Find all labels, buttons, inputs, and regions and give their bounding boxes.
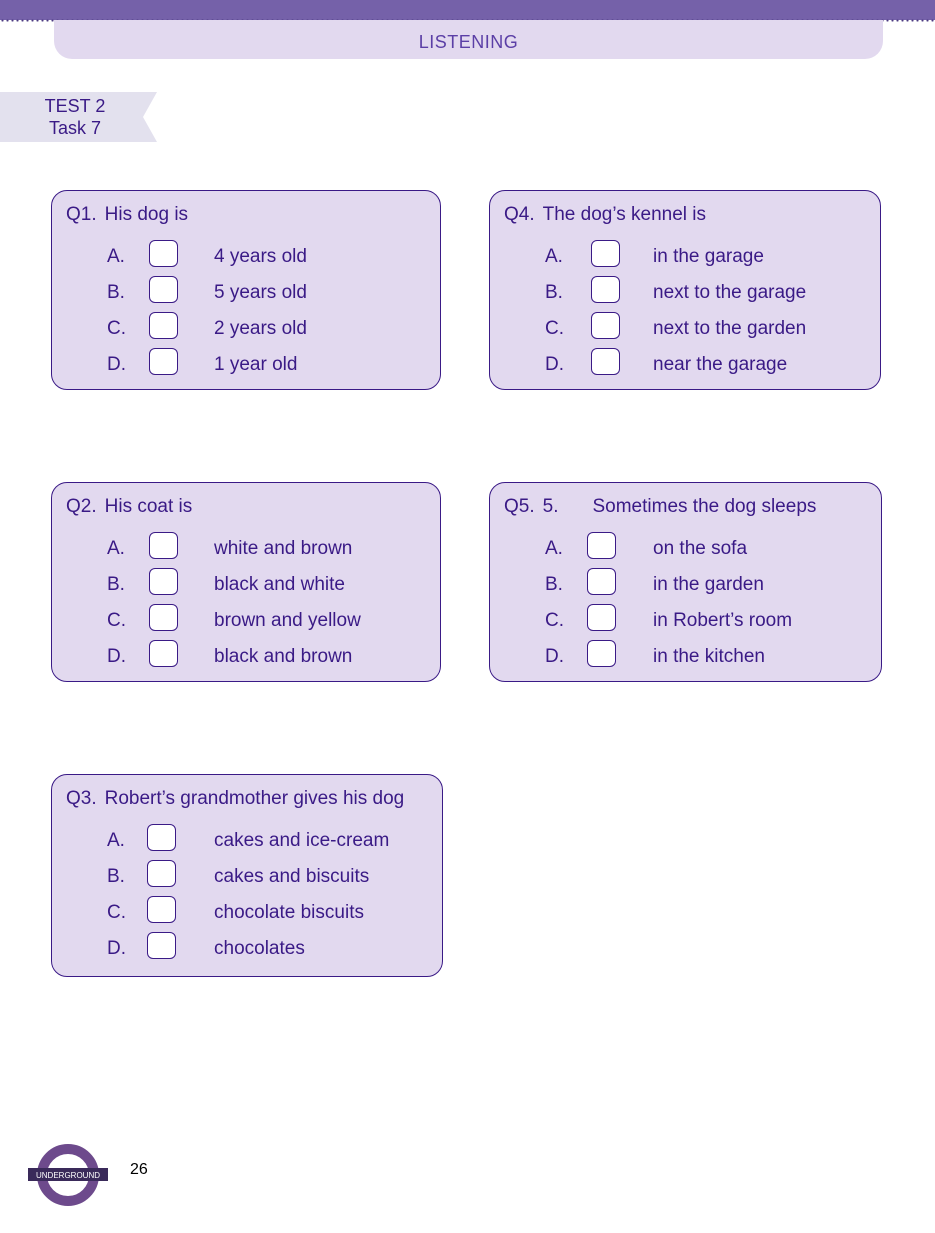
answer-checkbox[interactable] xyxy=(149,276,178,303)
answer-checkbox[interactable] xyxy=(149,240,178,267)
option-letter: C. xyxy=(107,318,126,339)
option-text: white and brown xyxy=(214,538,353,559)
option-letter: C. xyxy=(545,318,564,339)
option-letter: B. xyxy=(545,574,563,595)
roundel-icon xyxy=(28,1142,108,1208)
option-row xyxy=(490,640,881,672)
option-letter: B. xyxy=(107,574,125,595)
answer-checkbox[interactable] xyxy=(591,312,620,339)
answer-checkbox[interactable] xyxy=(587,532,616,559)
option-letter: D. xyxy=(107,354,126,375)
answer-checkbox[interactable] xyxy=(591,348,620,375)
test-task-tab xyxy=(0,92,157,142)
option-letter: D. xyxy=(107,646,126,667)
option-letter: D. xyxy=(545,646,564,667)
option-letter: B. xyxy=(545,282,563,303)
answer-checkbox[interactable] xyxy=(149,532,178,559)
answer-checkbox[interactable] xyxy=(147,896,176,923)
option-text: 1 year old xyxy=(214,354,298,375)
question-prompt: Robert’s grandmother gives his dog xyxy=(104,788,405,809)
question-4-box xyxy=(489,190,881,390)
question-number: Q3. xyxy=(66,788,97,809)
answer-checkbox[interactable] xyxy=(149,604,178,631)
option-row xyxy=(52,348,440,380)
question-5-box xyxy=(489,482,882,682)
answer-checkbox[interactable] xyxy=(149,568,178,595)
task-label: Task 7 xyxy=(48,118,102,138)
question-prompt: Sometimes the dog sleeps xyxy=(592,496,817,517)
logo-text: UNDERGROUND xyxy=(36,1171,100,1180)
answer-checkbox[interactable] xyxy=(149,640,178,667)
option-row xyxy=(490,240,880,272)
question-prompt: His coat is xyxy=(104,496,193,517)
answer-checkbox[interactable] xyxy=(149,312,178,339)
option-row xyxy=(490,348,880,380)
option-row xyxy=(490,532,881,564)
option-letter: B. xyxy=(107,866,125,887)
option-letter: C. xyxy=(107,902,126,923)
option-row xyxy=(52,568,440,600)
option-letter: A. xyxy=(545,246,563,267)
option-text: chocolate biscuits xyxy=(214,902,364,923)
question-prompt: His dog is xyxy=(104,204,189,225)
question-number: Q4. xyxy=(504,204,535,225)
question-5-title xyxy=(504,496,816,518)
option-letter: A. xyxy=(107,830,125,851)
option-text: black and white xyxy=(214,574,345,595)
question-2-box xyxy=(51,482,441,682)
option-letter: D. xyxy=(545,354,564,375)
option-row xyxy=(52,532,440,564)
option-letter: A. xyxy=(107,246,125,267)
option-letter: A. xyxy=(107,538,125,559)
question-number: Q2. xyxy=(66,496,97,517)
option-row xyxy=(52,312,440,344)
option-text: on the sofa xyxy=(653,538,748,559)
option-text: cakes and ice-cream xyxy=(214,830,390,851)
underground-logo xyxy=(28,1142,108,1213)
answer-checkbox[interactable] xyxy=(591,276,620,303)
question-subnumber: 5. xyxy=(542,496,559,517)
option-row xyxy=(52,860,442,892)
question-3-box xyxy=(51,774,443,977)
option-row xyxy=(490,276,880,308)
option-row xyxy=(52,276,440,308)
question-prompt: The dog’s kennel is xyxy=(542,204,706,225)
answer-checkbox[interactable] xyxy=(147,932,176,959)
option-letter: C. xyxy=(107,610,126,631)
answer-checkbox[interactable] xyxy=(587,568,616,595)
option-text: 4 years old xyxy=(214,246,307,267)
answer-checkbox[interactable] xyxy=(147,824,176,851)
question-number: Q1. xyxy=(66,204,97,225)
question-1-title xyxy=(66,204,188,226)
option-text: in the kitchen xyxy=(653,646,765,667)
option-letter: B. xyxy=(107,282,125,303)
option-row xyxy=(490,568,881,600)
option-row xyxy=(52,240,440,272)
option-text: next to the garden xyxy=(653,318,807,339)
option-text: 2 years old xyxy=(214,318,307,339)
option-text: 5 years old xyxy=(214,282,307,303)
answer-checkbox[interactable] xyxy=(591,240,620,267)
question-number: Q5. xyxy=(504,496,535,517)
option-text: next to the garage xyxy=(653,282,807,303)
option-text: in the garage xyxy=(653,246,764,267)
answer-checkbox[interactable] xyxy=(147,860,176,887)
option-text: cakes and biscuits xyxy=(214,866,370,887)
option-row xyxy=(52,932,442,964)
answer-checkbox[interactable] xyxy=(587,604,616,631)
section-header: LISTENING xyxy=(54,20,883,59)
option-letter: C. xyxy=(545,610,564,631)
question-3-title xyxy=(66,788,404,810)
option-row xyxy=(52,896,442,928)
test-label: TEST 2 xyxy=(44,96,106,116)
option-text: black and brown xyxy=(214,646,353,667)
question-2-title xyxy=(66,496,192,518)
option-text: in the garden xyxy=(653,574,764,595)
answer-checkbox[interactable] xyxy=(149,348,178,375)
option-row xyxy=(52,824,442,856)
answer-checkbox[interactable] xyxy=(587,640,616,667)
option-text: chocolates xyxy=(214,938,305,959)
option-text: in Robert’s room xyxy=(653,610,793,631)
option-letter: D. xyxy=(107,938,126,959)
option-row xyxy=(52,604,440,636)
option-row xyxy=(52,640,440,672)
option-letter: A. xyxy=(545,538,563,559)
option-row xyxy=(490,604,881,636)
option-row xyxy=(490,312,880,344)
option-text: near the garage xyxy=(653,354,788,375)
question-1-box xyxy=(51,190,441,390)
page-number: 26 xyxy=(130,1161,148,1178)
top-bar xyxy=(0,0,935,20)
option-text: brown and yellow xyxy=(214,610,361,631)
question-4-title xyxy=(504,204,706,226)
